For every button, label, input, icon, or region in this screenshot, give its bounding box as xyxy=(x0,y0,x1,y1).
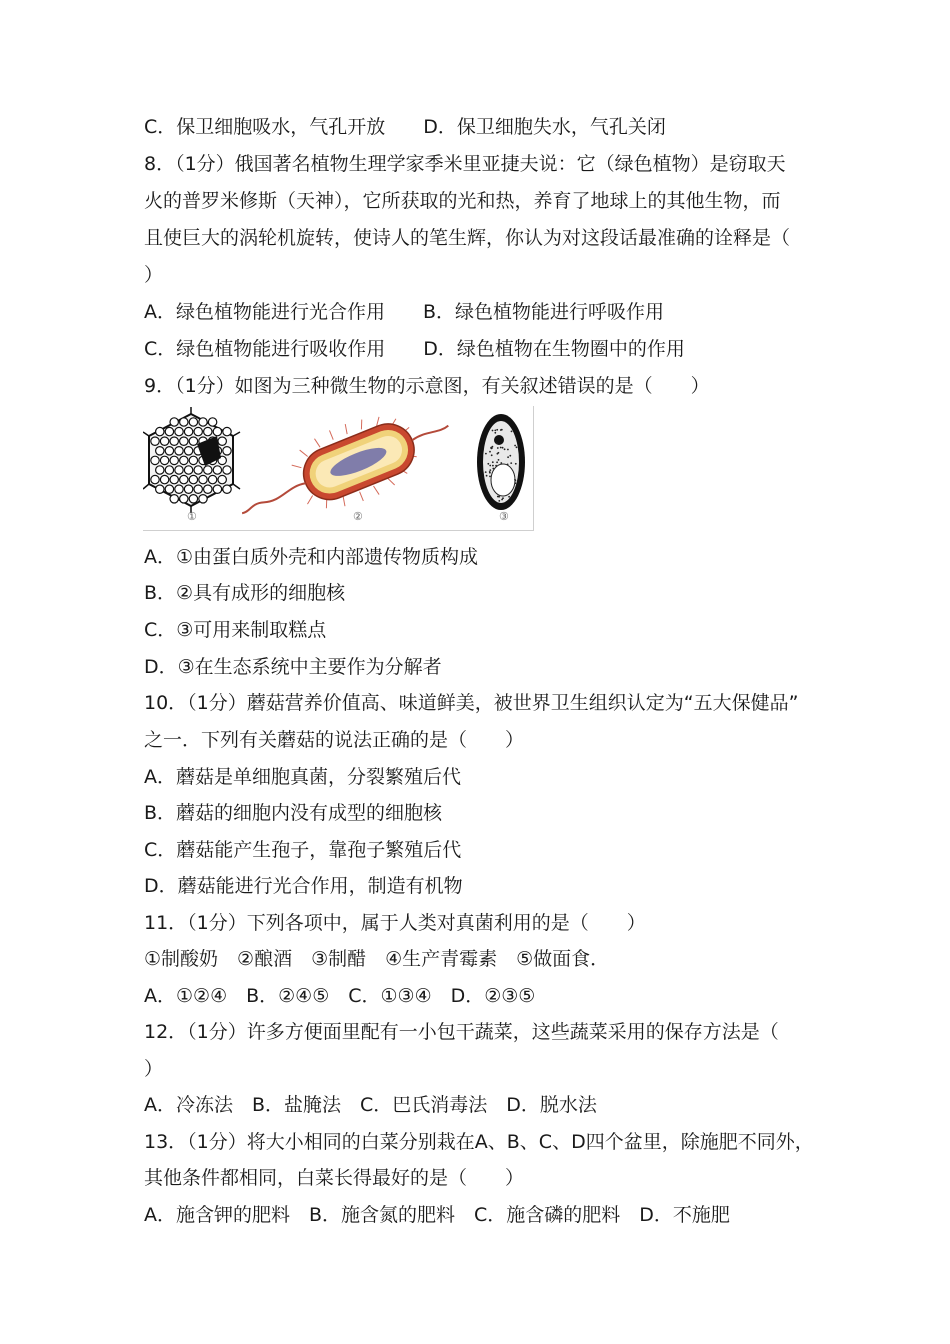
q7-options-cd: C．保卫细胞吸水，气孔开放 D．保卫细胞失水，气孔关闭 xyxy=(144,116,666,138)
q9-option-a: A．①由蛋白质外壳和内部遗传物质构成 xyxy=(144,546,479,568)
virus-image xyxy=(143,407,240,513)
q11-options: A．①②④ B．②④⑤ C．①③④ D．②③⑤ xyxy=(144,985,536,1007)
q10-option-a: A．蘑菇是单细胞真菌，分裂繁殖后代 xyxy=(144,766,461,788)
yeast-image xyxy=(477,414,525,510)
q9-option-d: D．③在生态系统中主要作为分解者 xyxy=(144,656,442,678)
q13-stem-line2: 其他条件都相同，白菜长得最好的是（ ） xyxy=(144,1167,525,1189)
figure-label-3: ③ xyxy=(499,510,509,523)
q10-stem-line2: 之一．下列有关蘑菇的说法正确的是（ ） xyxy=(144,729,525,751)
q9-stem: 9．（1分）如图为三种微生物的示意图，有关叙述错误的是（ ） xyxy=(144,375,710,397)
q8-stem-line4: ） xyxy=(144,264,164,286)
q9-option-c: C．③可用来制取糕点 xyxy=(144,619,327,641)
q8-stem-line3: 且使巨大的涡轮机旋转，使诗人的笔生辉，你认为对这段话最准确的诠释是（ xyxy=(144,227,791,249)
q8-options-cd: C．绿色植物能进行吸收作用 D．绿色植物在生物圈中的作用 xyxy=(144,338,685,360)
microbe-figure xyxy=(143,406,534,531)
figure-label-2: ② xyxy=(353,510,363,523)
q10-option-c: C．蘑菇能产生孢子，靠孢子繁殖后代 xyxy=(144,839,462,861)
q11-items: ①制酸奶 ②酿酒 ③制醋 ④生产青霉素 ⑤做面食． xyxy=(144,948,610,970)
q13-options: A．施含钾的肥料 B．施含氮的肥料 C．施含磷的肥料 D．不施肥 xyxy=(144,1204,730,1226)
q10-stem-line1: 10．（1分）蘑菇营养价值高、味道鲜美，被世界卫生组织认定为“五大保健品” xyxy=(144,692,799,714)
q8-options-ab: A．绿色植物能进行光合作用 B．绿色植物能进行呼吸作用 xyxy=(144,301,665,323)
q8-stem-line1: 8．（1分）俄国著名植物生理学家季米里亚捷夫说：它（绿色植物）是窃取天 xyxy=(144,153,786,175)
q10-option-d: D．蘑菇能进行光合作用，制造有机物 xyxy=(144,875,463,897)
q11-stem: 11．（1分）下列各项中，属于人类对真菌利用的是（ ） xyxy=(144,912,646,934)
q12-options: A．冷冻法 B．盐腌法 C．巴氏消毒法 D．脱水法 xyxy=(144,1094,597,1116)
q10-option-b: B．蘑菇的细胞内没有成型的细胞核 xyxy=(144,802,443,824)
figure-label-1: ① xyxy=(187,510,197,523)
q8-stem-line2: 火的普罗米修斯（天神），它所获取的光和热，养育了地球上的其他生物，而 xyxy=(144,190,781,212)
bacterium-image xyxy=(226,406,463,530)
q9-option-b: B．②具有成形的细胞核 xyxy=(144,582,346,604)
q13-stem-line1: 13．（1分）将大小相同的白菜分别栽在A、B、C、D四个盆里，除施肥不同外， xyxy=(144,1131,814,1153)
q12-stem-line2: ） xyxy=(144,1058,164,1080)
q12-stem-line1: 12．（1分）许多方便面里配有一小包干蔬菜，这些蔬菜采用的保存方法是（ xyxy=(144,1021,779,1043)
